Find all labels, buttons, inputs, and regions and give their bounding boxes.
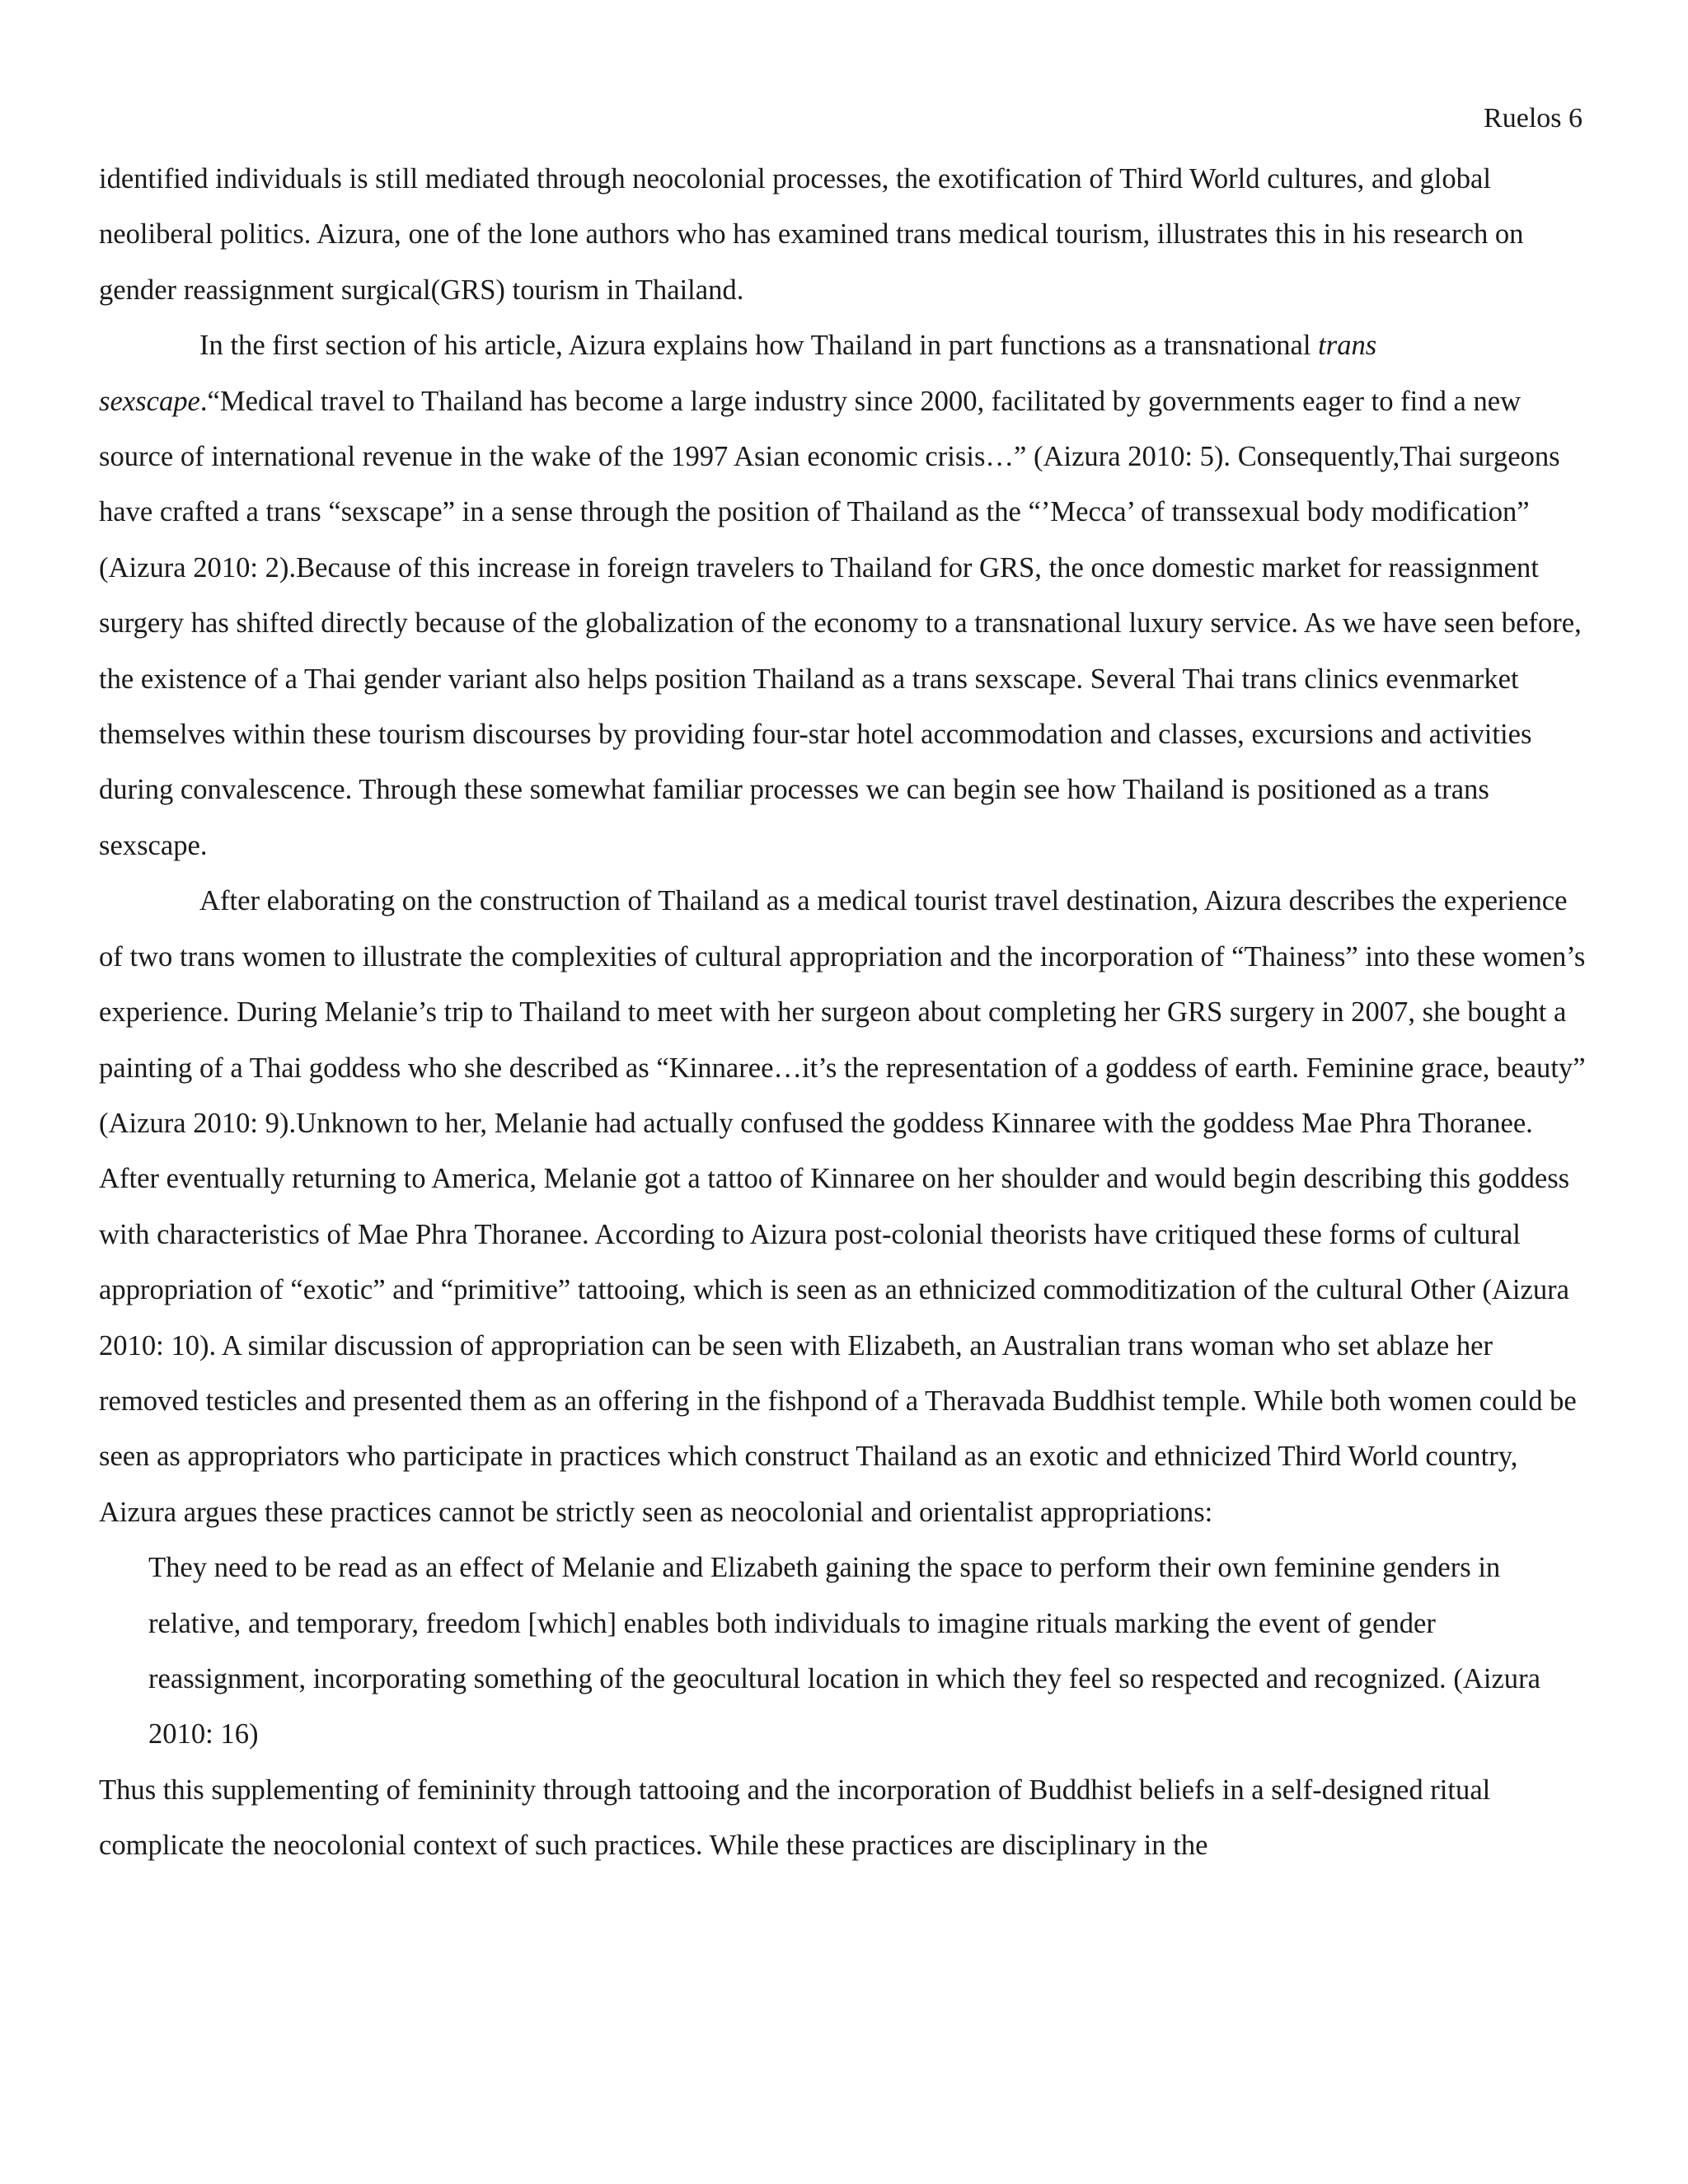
paragraph-after-quote: Thus this supplementing of femininity through tattooing and the incorporation of Buddhist beliefs in a self-designed ritual complicate the neocolonial context of such practices. While these practices are disciplinary in the xyxy=(99,1774,1491,1862)
running-head-page-number: Ruelos 6 xyxy=(1484,103,1582,134)
block-quotation: They need to be read as an effect of Melanie and Elizabeth gaining the space to perform their own feminine genders in relative, and temporary, freedom [which] enables both individuals to imagine rituals marking the event of gender reassignment, incorporating something of the geocultural location in which they feel so respected and recognized. (Aizura 2010: 16) xyxy=(148,1552,1540,1750)
paragraph-sexscape-lead: In the first section of his article, Aizura explains how Thailand in part functions as a transnational xyxy=(199,330,1319,362)
italic-term-trans-sexscape: trans sexscape xyxy=(99,330,1377,417)
paragraph-appropriation: After elaborating on the construction of Thailand as a medical tourist travel destination, Aizura describes the experience of two trans women to illustrate the complexities of cultural appropriation and the incorporation of “Thainess” into these women’s experience. During Melanie’s trip to Thailand to meet with her surgeon about completing her GRS surgery in 2007, she bought a painting of a Thai goddess who she described as “Kinnaree…it’s the representation of a goddess of earth. Feminine grace, beauty” (Aizura 2010: 9).Unknown to her, Melanie had actually confused the goddess Kinnaree with the goddess Mae Phra Thoranee. After eventually returning to America, Melanie got a tattoo of Kinnaree on her shoulder and would begin describing this goddess with characteristics of Mae Phra Thoranee. According to Aizura post-colonial theorists have critiqued these forms of cultural appropriation of “exotic” and “primitive” tattooing, which is seen as an ethnicized commoditization of the cultural Other (Aizura 2010: 10). A similar discussion of appropriation can be seen with Elizabeth, an Australian trans woman who set ablaze her removed testicles and presented them as an offering in the fishpond of a Theravada Buddhist temple. While both women could be seen as appropriators who participate in practices which construct Thailand as an exotic and ethnicized Third World country, Aizura argues these practices cannot be strictly seen as neocolonial and orientalist appropriations: xyxy=(99,885,1586,1528)
paragraph-continuation: identified individuals is still mediated through neocolonial processes, the exotification of Third World cultures, and global neoliberal politics. Aizura, one of the lone authors who has examined trans medical tourism, illustrates this in his research on gender reassignment surgical(GRS) tourism in Thailand. xyxy=(99,163,1524,306)
body-text xyxy=(99,152,1591,1874)
paragraph-sexscape-body: .“Medical travel to Thailand has become a large industry since 2000, facilitated by governments eager to find a new source of international revenue in the wake of the 1997 Asian economic crisis…” (Aizura 2010: 5). Consequently,Thai surgeons have crafted a trans “sexscape” in a sense through the position of Thailand as the “’Mecca’ of transsexual body modification” (Aizura 2010: 2).Because of this increase in foreign travelers to Thailand for GRS, the once domestic market for reassignment surgery has shifted directly because of the globalization of the economy to a transnational luxury service. As we have seen before, the existence of a Thai gender variant also helps position Thailand as a trans sexscape. Several Thai trans clinics evenmarket themselves within these tourism discourses by providing four-star hotel accommodation and classes, excursions and activities during convalescence. Through these somewhat familiar processes we can begin see how Thailand is positioned as a trans sexscape. xyxy=(99,385,1582,861)
paragraph-sexscape xyxy=(99,318,1591,874)
